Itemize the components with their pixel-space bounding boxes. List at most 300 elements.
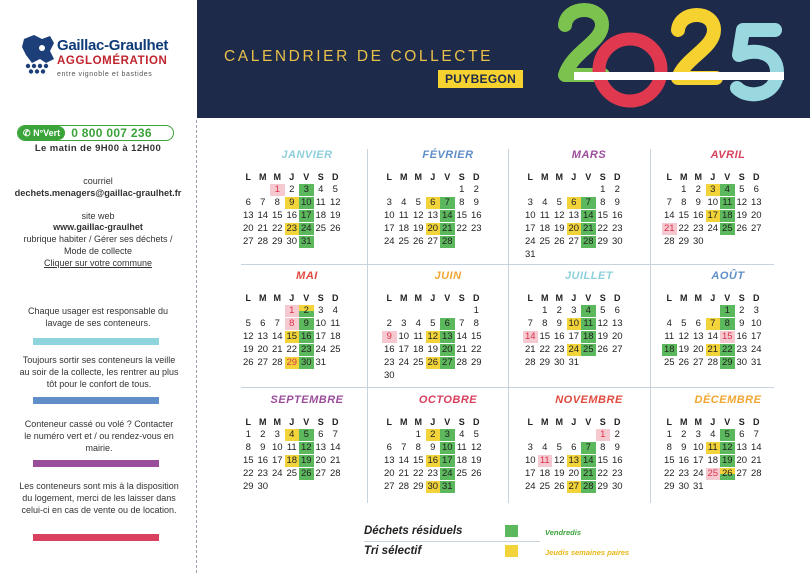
day: 29 xyxy=(539,357,551,368)
empty-day xyxy=(382,305,397,317)
day: 4 xyxy=(710,429,716,440)
weekday-header: M xyxy=(680,417,688,427)
empty-day xyxy=(440,305,455,317)
day-residual: 23 xyxy=(300,344,312,355)
weekday-header: V xyxy=(585,293,592,303)
email-link[interactable]: dechets.menagers@gaillac-graulhet.fr xyxy=(14,188,182,198)
day: 18 xyxy=(398,223,410,234)
day: 1 xyxy=(681,184,687,195)
weekday-header: M xyxy=(555,172,563,182)
month-name: FÉVRIER xyxy=(422,149,474,161)
day: 13 xyxy=(736,442,748,453)
day: 3 xyxy=(571,305,577,316)
weekday-header: J xyxy=(430,417,436,427)
tip-put-out: Toujours sortir ses conteneurs la veille au soir de la collecte, les rentrer au plus tôt pour le confort de tous. xyxy=(19,355,179,389)
day: 17 xyxy=(750,331,762,342)
weekday-header: S xyxy=(458,293,465,303)
day: 13 xyxy=(427,210,439,221)
day: 17 xyxy=(692,455,704,466)
weekday-header: S xyxy=(317,293,324,303)
weekday-header: M xyxy=(400,417,408,427)
month-days xyxy=(662,171,764,249)
day-holiday: 15 xyxy=(721,331,733,342)
empty-day xyxy=(397,429,412,441)
day: 6 xyxy=(318,429,324,440)
day-sorting: 20 xyxy=(427,223,439,234)
weekday-header: J xyxy=(571,293,577,303)
day-residual: 14 xyxy=(441,210,453,221)
month-name: MARS xyxy=(571,149,607,161)
month-name: JUILLET xyxy=(564,270,614,282)
day: 22 xyxy=(242,468,254,479)
day: 11 xyxy=(330,318,341,329)
day: 24 xyxy=(398,357,410,368)
numero-vert-badge xyxy=(18,126,65,140)
day: 7 xyxy=(260,197,266,208)
day-residual: 11 xyxy=(720,197,735,209)
day: 1 xyxy=(542,305,548,316)
day: 30 xyxy=(611,236,623,247)
day: 15 xyxy=(271,210,283,221)
legend-residual-day: Vendredis xyxy=(545,528,581,537)
day: 6 xyxy=(260,318,266,329)
day: 3 xyxy=(318,305,324,316)
day-sorting: 26 xyxy=(427,357,439,368)
day: 31 xyxy=(692,481,704,492)
weekday-header: M xyxy=(541,293,549,303)
day: 22 xyxy=(286,344,298,355)
day-holiday: 8 xyxy=(285,318,300,330)
day: 23 xyxy=(257,468,269,479)
day: 25 xyxy=(315,223,327,234)
weekday-header: V xyxy=(303,417,310,427)
day-sorting: 20 xyxy=(568,223,580,234)
day: 10 xyxy=(524,455,536,466)
day: 18 xyxy=(412,344,424,355)
day: 25 xyxy=(398,236,410,247)
day: 2 xyxy=(681,429,687,440)
day: 5 xyxy=(245,318,251,329)
day: 11 xyxy=(286,442,297,453)
day: 19 xyxy=(553,468,565,479)
weekday-header: V xyxy=(585,172,592,182)
legend-sorting-label: Tri sélectif xyxy=(364,545,422,557)
day-sorting: 18 xyxy=(286,455,298,466)
day-residual: 5 xyxy=(720,429,735,441)
day: 13 xyxy=(750,197,762,208)
day: 22 xyxy=(597,223,609,234)
day-sorting: 11 xyxy=(706,442,721,454)
weekday-header: M xyxy=(555,293,563,303)
day: 9 xyxy=(473,197,479,208)
day: 27 xyxy=(568,236,580,247)
day: 21 xyxy=(750,455,762,466)
month-days xyxy=(523,171,625,262)
month-days xyxy=(662,416,764,494)
day: 23 xyxy=(611,468,623,479)
month-days xyxy=(662,292,764,370)
day: 10 xyxy=(524,210,536,221)
day-holiday: 21 xyxy=(663,223,675,234)
logo-subtitle: AGGLOMÉRATION xyxy=(57,55,168,67)
day: 8 xyxy=(600,442,606,453)
weekday-header: J xyxy=(571,417,577,427)
day-residual: 25 xyxy=(582,344,594,355)
day: 26 xyxy=(242,357,254,368)
weekday-header: D xyxy=(473,417,480,427)
weekday-header: L xyxy=(386,293,392,303)
day-residual: 30 xyxy=(300,357,312,368)
day: 23 xyxy=(470,223,482,234)
day-residual: 18 xyxy=(663,344,675,355)
day: 15 xyxy=(456,210,468,221)
empty-day xyxy=(523,305,538,317)
day-residual: 24 xyxy=(441,468,453,479)
day: 3 xyxy=(274,429,280,440)
day: 13 xyxy=(383,455,395,466)
col-divider xyxy=(650,149,651,503)
day: 16 xyxy=(736,331,748,342)
day: 30 xyxy=(257,481,269,492)
day: 20 xyxy=(242,223,254,234)
day: 23 xyxy=(692,223,704,234)
day: 27 xyxy=(611,344,623,355)
day: 21 xyxy=(456,344,468,355)
phone-number[interactable]: 0 800 007 236 xyxy=(71,126,152,140)
weekday-header: M xyxy=(400,172,408,182)
day: 14 xyxy=(398,455,410,466)
day: 28 xyxy=(663,236,675,247)
day: 5 xyxy=(430,318,436,329)
empty-day xyxy=(662,305,677,317)
weekday-header: M xyxy=(259,172,267,182)
day: 13 xyxy=(257,331,269,342)
day: 26 xyxy=(736,223,748,234)
day: 8 xyxy=(473,318,479,329)
day-residual: 28 xyxy=(441,236,453,247)
website-path: rubrique habiter / Gérer ses déchets / xyxy=(23,234,173,244)
day: 12 xyxy=(329,197,341,208)
weekday-header: V xyxy=(303,293,310,303)
day: 27 xyxy=(736,468,748,479)
email-label: courriel xyxy=(83,176,113,186)
day: 12 xyxy=(553,455,565,466)
day-residual: 18 xyxy=(582,331,594,342)
day: 6 xyxy=(739,429,745,440)
empty-day xyxy=(538,429,553,441)
weekday-header: V xyxy=(444,172,451,182)
month-name: JUIN xyxy=(434,270,462,282)
digit-5-blue xyxy=(737,30,777,94)
day: 10 xyxy=(707,197,719,208)
day: 26 xyxy=(412,236,424,247)
day-residual: 5 xyxy=(299,429,314,441)
weekday-header: D xyxy=(332,172,339,182)
empty-day xyxy=(382,429,397,441)
day: 17 xyxy=(398,344,410,355)
day: 12 xyxy=(470,442,482,453)
day: 10 xyxy=(271,442,283,453)
weekday-header: D xyxy=(753,417,760,427)
sidebar xyxy=(0,0,196,573)
weekday-header: M xyxy=(541,417,549,427)
weekday-header: J xyxy=(710,293,716,303)
day: 13 xyxy=(568,210,580,221)
day: 20 xyxy=(383,468,395,479)
day: 7 xyxy=(274,318,280,329)
website-link[interactable]: www.gaillac-graulhet xyxy=(53,222,143,232)
day: 30 xyxy=(736,357,748,368)
weekday-header: V xyxy=(724,172,731,182)
weekday-header: V xyxy=(444,293,451,303)
day: 10 xyxy=(383,210,395,221)
day: 27 xyxy=(427,236,439,247)
day: 15 xyxy=(597,455,609,466)
day: 15 xyxy=(539,331,551,342)
day: 31 xyxy=(315,357,327,368)
month-name: OCTOBRE xyxy=(418,394,478,406)
tip-washing: Chaque usager est responsable du lavage de ses conteneurs. xyxy=(27,306,169,328)
day: 9 xyxy=(695,197,701,208)
empty-day xyxy=(552,429,567,441)
commune-link[interactable]: Cliquer sur votre commune xyxy=(43,258,153,268)
day: 17 xyxy=(568,331,580,342)
day-holiday: 1 xyxy=(285,305,300,317)
weekday-header: M xyxy=(259,417,267,427)
day: 4 xyxy=(542,197,548,208)
day: 11 xyxy=(398,210,409,221)
day: 7 xyxy=(459,318,465,329)
day: 24 xyxy=(692,468,704,479)
day: 18 xyxy=(539,223,551,234)
day: 11 xyxy=(664,331,675,342)
day: 4 xyxy=(332,305,338,316)
day: 22 xyxy=(597,468,609,479)
day: 29 xyxy=(412,481,424,492)
day-residual: 10 xyxy=(441,442,453,453)
day: 29 xyxy=(271,236,283,247)
weekday-header: D xyxy=(332,293,339,303)
day: 15 xyxy=(470,331,482,342)
day: 22 xyxy=(663,468,675,479)
day: 23 xyxy=(427,468,439,479)
day-residual: 3 xyxy=(299,184,314,196)
day-residual: 17 xyxy=(300,210,312,221)
day-residual: 11 xyxy=(581,318,596,330)
day: 11 xyxy=(456,442,467,453)
day-residual: 10 xyxy=(300,197,312,208)
day: 30 xyxy=(286,236,298,247)
day-residual: 31 xyxy=(300,236,312,247)
month-days xyxy=(241,292,343,370)
weekday-header: M xyxy=(273,417,281,427)
day: 17 xyxy=(383,223,395,234)
month-days xyxy=(523,292,625,370)
weekday-header: D xyxy=(753,293,760,303)
day: 16 xyxy=(470,210,482,221)
empty-day xyxy=(552,184,567,196)
day: 30 xyxy=(692,236,704,247)
day: 3 xyxy=(527,442,533,453)
day: 24 xyxy=(750,344,762,355)
legend-sorting-swatch xyxy=(505,545,518,557)
day: 2 xyxy=(386,318,392,329)
month-name: JANVIER xyxy=(281,149,333,161)
weekday-header: M xyxy=(259,293,267,303)
weekday-header: J xyxy=(571,172,577,182)
weekday-header: M xyxy=(555,417,563,427)
day: 14 xyxy=(271,331,283,342)
day-residual: 25 xyxy=(721,223,733,234)
empty-day xyxy=(411,305,426,317)
day: 23 xyxy=(678,468,690,479)
weekday-header: S xyxy=(738,417,745,427)
day: 16 xyxy=(611,210,623,221)
day: 16 xyxy=(553,331,565,342)
month-days xyxy=(523,416,625,494)
day: 12 xyxy=(553,210,565,221)
day: 25 xyxy=(286,468,298,479)
empty-day xyxy=(241,305,256,317)
day: 19 xyxy=(678,344,690,355)
day: 6 xyxy=(571,442,577,453)
day: 28 xyxy=(750,468,762,479)
day: 19 xyxy=(427,344,439,355)
day: 12 xyxy=(412,210,424,221)
day: 29 xyxy=(597,236,609,247)
day: 20 xyxy=(736,455,748,466)
weekday-header: M xyxy=(273,293,281,303)
weekday-header: V xyxy=(444,417,451,427)
year-graphic xyxy=(197,0,810,118)
day: 7 xyxy=(401,442,407,453)
day-residual: 12 xyxy=(300,442,312,453)
day: 5 xyxy=(681,318,687,329)
day: 27 xyxy=(692,357,704,368)
weekday-header: J xyxy=(710,417,716,427)
day: 22 xyxy=(539,344,551,355)
day-residual: 28 xyxy=(582,481,594,492)
empty-day xyxy=(677,305,692,317)
weekday-header: D xyxy=(332,417,339,427)
day: 19 xyxy=(242,344,254,355)
day: 29 xyxy=(597,481,609,492)
day: 4 xyxy=(459,429,465,440)
weekday-header: M xyxy=(414,293,422,303)
day: 1 xyxy=(459,184,465,195)
weekday-header: L xyxy=(666,417,672,427)
day: 1 xyxy=(415,429,421,440)
day-residual: 4 xyxy=(581,305,596,317)
day-residual: 14 xyxy=(582,210,594,221)
day: 16 xyxy=(611,455,623,466)
day: 13 xyxy=(692,331,704,342)
day: 3 xyxy=(401,318,407,329)
day: 12 xyxy=(242,331,254,342)
weekday-header: J xyxy=(289,417,295,427)
day: 26 xyxy=(553,236,565,247)
day: 25 xyxy=(539,481,551,492)
day: 23 xyxy=(553,344,565,355)
weekday-header: M xyxy=(541,172,549,182)
day-sorting: 16 xyxy=(427,455,439,466)
day: 24 xyxy=(383,236,395,247)
day: 20 xyxy=(611,331,623,342)
legend-residual-swatch xyxy=(505,525,518,537)
day-holiday: 1 xyxy=(270,184,285,196)
weekday-header: S xyxy=(599,293,606,303)
weekday-header: L xyxy=(245,417,251,427)
day-residual: 28 xyxy=(582,236,594,247)
day: 31 xyxy=(750,357,762,368)
numero-vert[interactable] xyxy=(17,125,174,141)
weekday-header: L xyxy=(527,417,533,427)
empty-day xyxy=(538,184,553,196)
day: 22 xyxy=(470,344,482,355)
weekday-header: J xyxy=(430,172,436,182)
day: 21 xyxy=(257,223,269,234)
day: 12 xyxy=(678,331,690,342)
day: 14 xyxy=(707,331,719,342)
day-sorting: 12 xyxy=(427,331,439,342)
weekday-header: S xyxy=(458,417,465,427)
empty-day xyxy=(581,429,596,441)
day: 8 xyxy=(415,442,421,453)
empty-day xyxy=(581,184,596,196)
day: 29 xyxy=(663,481,675,492)
day: 8 xyxy=(245,442,251,453)
day: 27 xyxy=(315,468,327,479)
day-sorting: 24 xyxy=(568,344,580,355)
weekday-header: L xyxy=(666,172,672,182)
weekday-header: V xyxy=(303,172,310,182)
day-residual: 26 xyxy=(721,468,733,479)
day: 12 xyxy=(736,197,748,208)
day: 9 xyxy=(556,318,562,329)
empty-day xyxy=(523,184,538,196)
agglomeration-logo[interactable] xyxy=(20,33,180,85)
digit-0-red xyxy=(599,39,661,101)
empty-day xyxy=(567,429,582,441)
day: 29 xyxy=(242,481,254,492)
tip-divider-red xyxy=(33,534,159,541)
month-days xyxy=(382,171,484,249)
day: 20 xyxy=(568,468,580,479)
day: 18 xyxy=(539,468,551,479)
weekday-header: L xyxy=(386,417,392,427)
day: 6 xyxy=(245,197,251,208)
col-divider xyxy=(508,149,509,503)
day: 19 xyxy=(412,223,424,234)
day-residual: 1 xyxy=(720,305,735,317)
weekday-header: J xyxy=(289,172,295,182)
day: 15 xyxy=(242,455,254,466)
day-sorting: 17 xyxy=(707,210,719,221)
day: 25 xyxy=(539,236,551,247)
day-sorting: 3 xyxy=(706,184,721,196)
day-residual: 9 xyxy=(299,318,314,330)
day: 2 xyxy=(739,305,745,316)
day: 25 xyxy=(412,357,424,368)
day: 4 xyxy=(318,184,324,195)
day: 10 xyxy=(750,318,762,329)
day-residual: 14 xyxy=(582,455,594,466)
month-days xyxy=(382,292,484,383)
year-text: 2025 xyxy=(197,0,200,1)
numero-vert-badge-label: N°Vert xyxy=(33,128,61,138)
day: 1 xyxy=(666,429,672,440)
day: 4 xyxy=(415,318,421,329)
